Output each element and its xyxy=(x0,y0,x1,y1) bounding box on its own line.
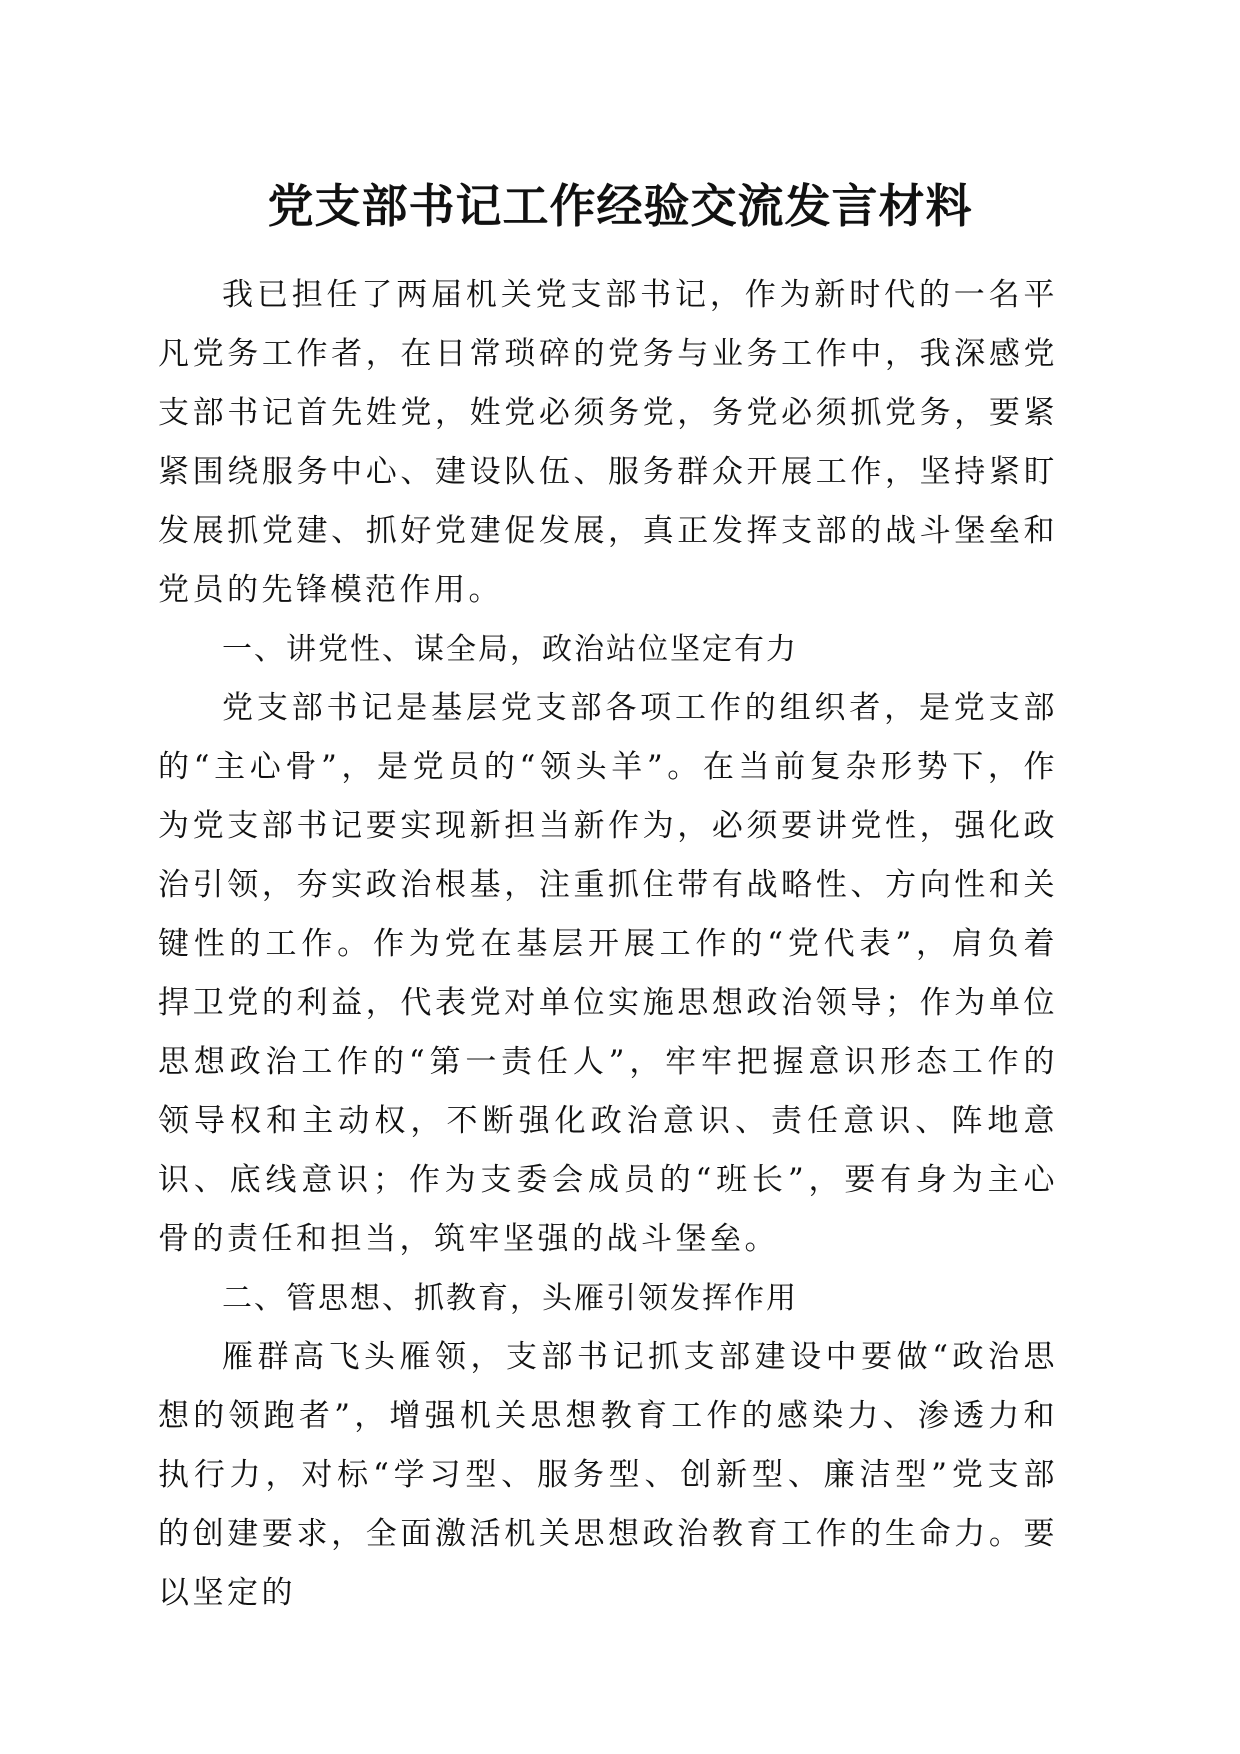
section-2-heading: 二、管思想、抓教育，头雁引领发挥作用 xyxy=(222,1281,798,1316)
document-title: 党支部书记工作经验交流发言材料 xyxy=(267,179,973,233)
section-1-paragraph: 党支部书记是基层党支部各项工作的组织者，是党支部的“主心骨”，是党员的“领头羊”。在当前复杂形势下，作为党支部书记要实现新担当新作为，必须要讲党性，强化政治引领，夯实政治根基，注重抓住带有战略性、方向性和关键性的工作。作为党在基层开展工作的“党代表”，肩负着捍卫党的利益，代表党对单位实施思想政治领导；作为单位思想政治工作的“第一责任人”，牢牢把握意识形态工作的领导权和主动权，不断强化政治意识、责任意识、阵地意识、底线意识；作为支委会成员的“班长”，要有身为主心骨的责任和担当，筑牢坚强的战斗堡垒。 xyxy=(158,690,1058,1257)
intro-paragraph: 我已担任了两届机关党支部书记，作为新时代的一名平凡党务工作者，在日常琐碎的党务与业务工作中，我深感党支部书记首先姓党，姓党必须务党，务党必须抓党务，要紧紧围绕服务中心、建设队伍、服务群众开展工作，坚持紧盯发展抓党建、抓好党建促发展，真正发挥支部的战斗堡垒和党员的先锋模范作用。 xyxy=(158,277,1058,608)
section-2-paragraph: 雁群高飞头雁领，支部书记抓支部建设中要做“政治思想的领跑者”，增强机关思想教育工作的感染力、渗透力和执行力，对标“学习型、服务型、创新型、廉洁型”党支部的创建要求，全面激活机关思想政治教育工作的生命力。要以坚定的 xyxy=(158,1339,1058,1611)
section-1-heading: 一、讲党性、谋全局，政治站位坚定有力 xyxy=(222,632,798,667)
document-body xyxy=(158,266,1058,1623)
